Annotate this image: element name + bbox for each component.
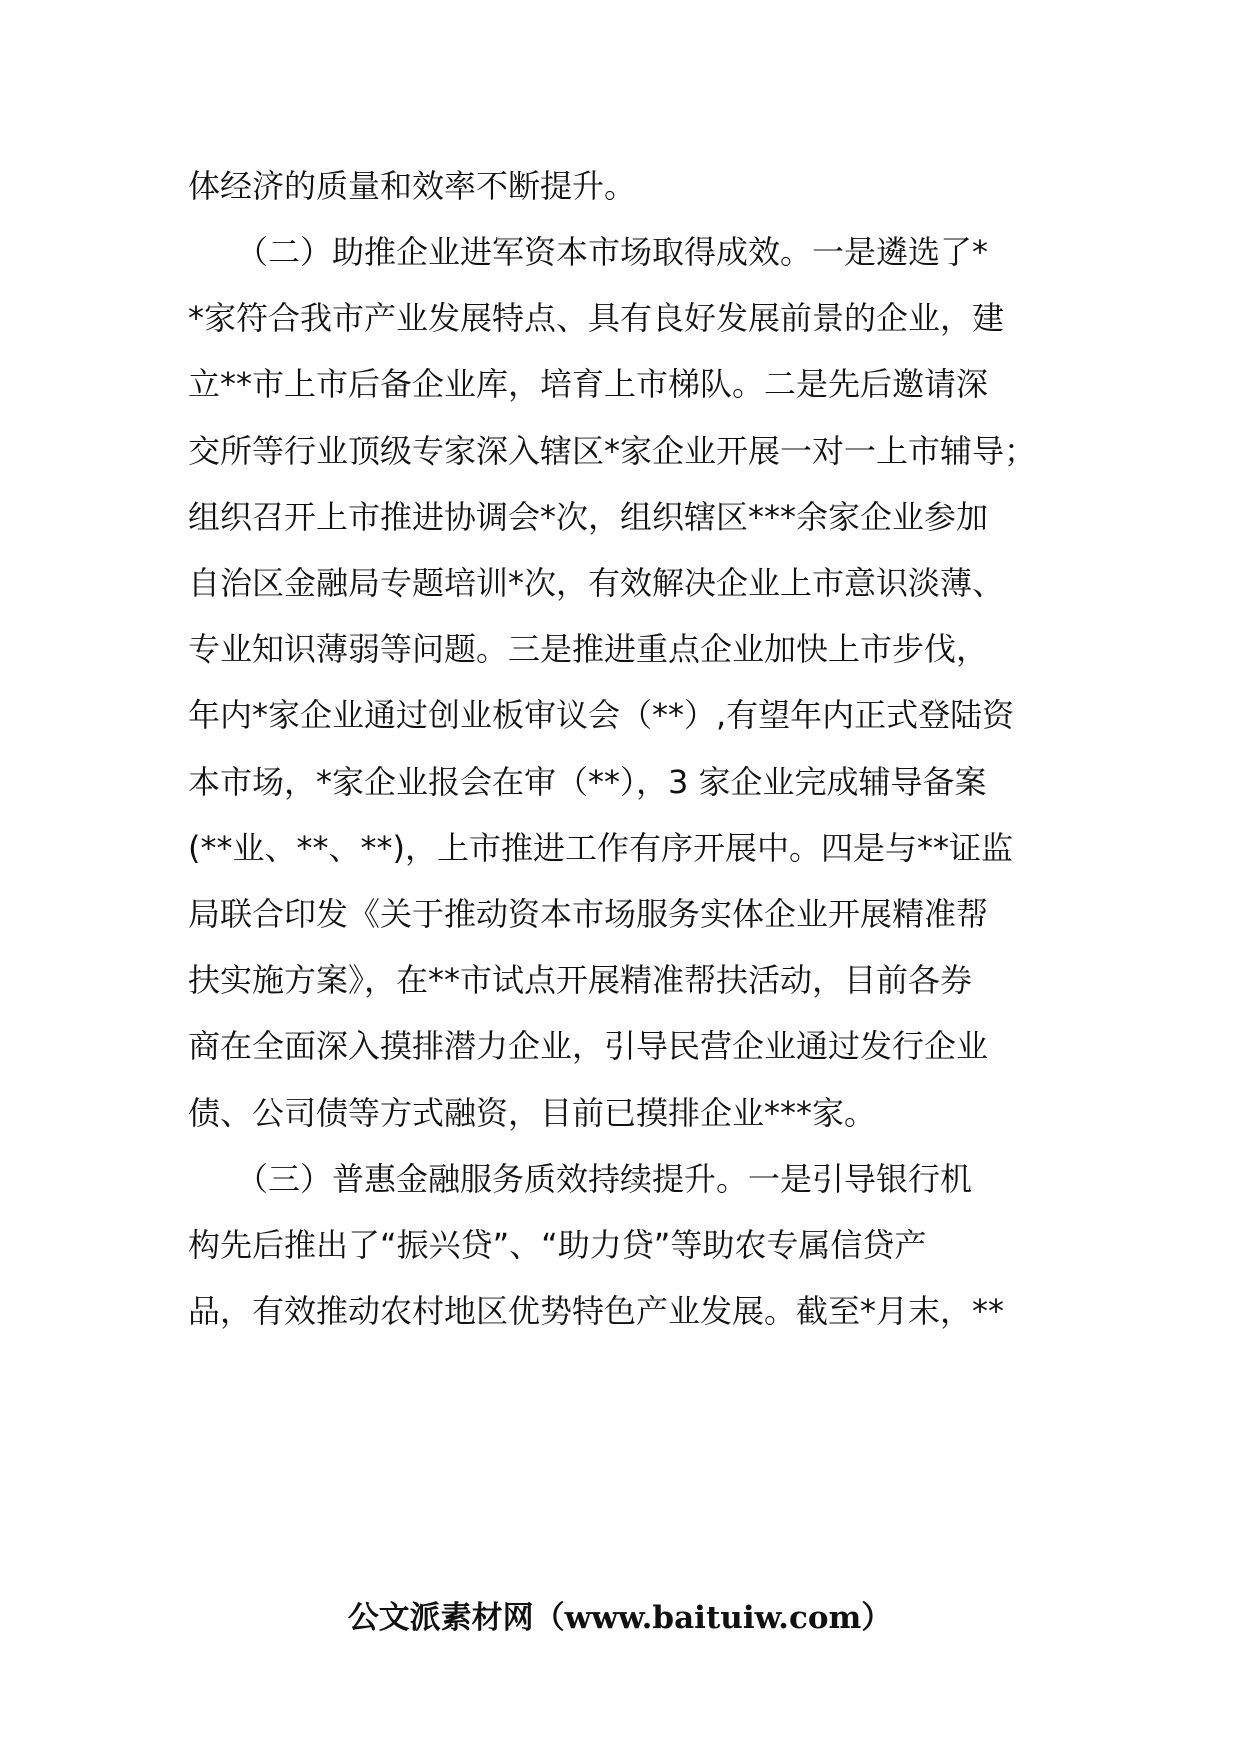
- body-line: 自治区金融局专题培训*次，有效解决企业上市意识淡薄、: [188, 564, 1005, 602]
- body-line: 专业知识薄弱等问题。三是推进重点企业加快上市步伐，: [188, 630, 989, 668]
- body-line: 债、公司债等方式融资，目前已摸排企业***家。: [188, 1094, 877, 1132]
- body-line: 本市场，*家企业报会在审（**），3 家企业完成辅导备案: [188, 763, 987, 801]
- body-line: 商在全面深入摸排潜力企业，引导民营企业通过发行企业: [188, 1027, 989, 1065]
- body-line: (**业、**、**)，上市推进工作有序开展中。四是与**证监: [188, 829, 1013, 867]
- body-line: 局联合印发《关于推动资本市场服务实体企业开展精准帮: [188, 895, 989, 933]
- body-line: 品，有效推动农村地区优势特色产业发展。截至*月末，**: [188, 1292, 1005, 1330]
- footer-watermark: 公文派素材网（www.baituiw.com）: [347, 1600, 893, 1636]
- body-line: 交所等行业顶级专家深入辖区*家企业开展一对一上市辅导；: [188, 432, 1037, 470]
- body-line: 扶实施方案》，在**市试点开展精准帮扶活动，目前各券: [188, 961, 973, 999]
- body-line: （二）助推企业进军资本市场取得成效。一是遴选了*: [188, 233, 989, 271]
- body-line: 年内*家企业通过创业板审议会（**）,有望年内正式登陆资: [188, 696, 1015, 734]
- body-line: *家符合我市产业发展特点、具有良好发展前景的企业，建: [188, 299, 1005, 337]
- body-line: 组织召开上市推进协调会*次，组织辖区***余家企业参加: [188, 498, 989, 536]
- body-line: （三）普惠金融服务质效持续提升。一是引导银行机: [188, 1160, 973, 1198]
- body-line: 立**市上市后备企业库，培育上市梯队。二是先后邀请深: [188, 365, 989, 403]
- body-line: 构先后推出了“振兴贷”、“助力贷”等助农专属信贷产: [188, 1226, 927, 1264]
- body-line: 体经济的质量和效率不断提升。: [188, 167, 637, 205]
